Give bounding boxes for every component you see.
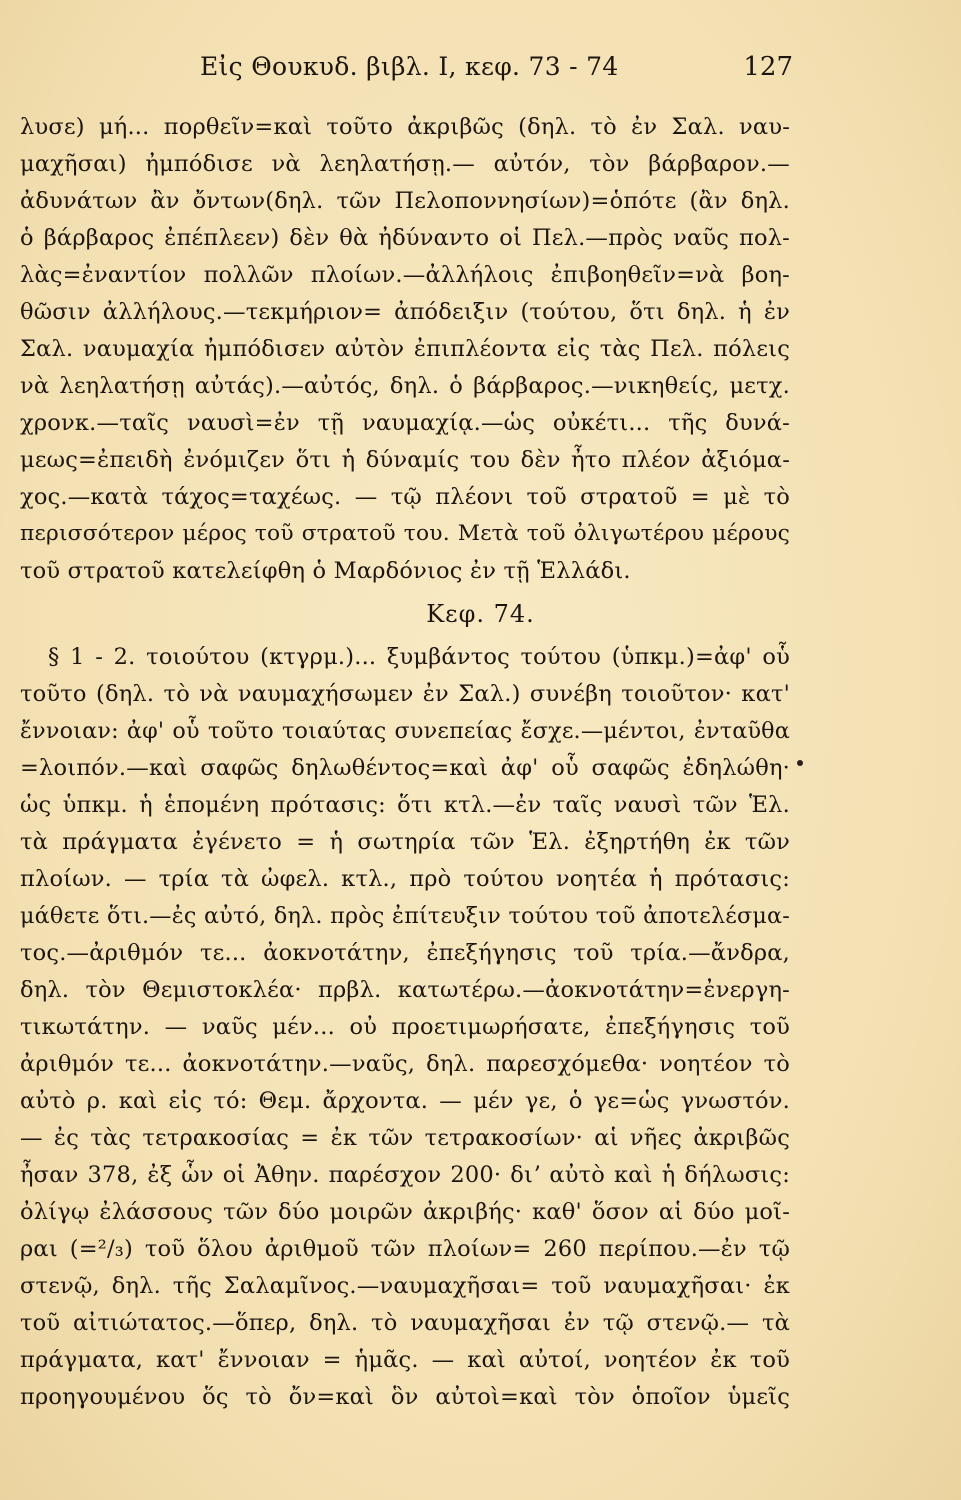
text-line: ραι (=²/₃) τοῦ ὅλου ἀριθμοῦ τῶν πλοίων= 260 περίπου.—ἐν τῷ — [20, 1236, 790, 1262]
text-line: πράγματα, κατ' ἔννοιαν = ἡμᾶς. — καὶ αὐτοί, νοητέον ἐκ τοῦ — [20, 1347, 790, 1373]
text-line: τὰ πράγματα ἐγένετο = ἡ σωτηρία τῶν Ἑλ. ἐξηρτήθη ἐκ τῶν — [20, 829, 790, 855]
text-line: λὰς=ἐναντίον πολλῶν πλοίων.—ἀλλήλοις ἐπιβοηθεῖν=νὰ βοη- — [20, 262, 790, 288]
text-line: ἀδυνάτων ἂν ὄντων(δηλ. τῶν Πελοποννησίων)=ὁπότε (ἂν δηλ. — [20, 188, 790, 214]
text-line: τος.—ἀριθμόν τε... ἀοκνοτάτην, ἐπεξήγησις τοῦ τρία.—ἄνδρα, — [20, 940, 790, 966]
text-line: § 1 - 2. τοιούτου (κτγρμ.)... ξυμβάντος τούτου (ὑπκμ.)=ἀφ' οὗ — [48, 644, 790, 670]
text-line: πλοίων. — τρία τὰ ὠφελ. κτλ., πρὸ τούτου νοητέα ἡ πρότασις: — [20, 866, 790, 892]
text-line: =λοιπόν.—καὶ σαφῶς δηλωθέντος=καὶ ἀφ' οὗ σαφῶς ἐδηλώθη· — [20, 755, 790, 781]
text-line: μεως=ἐπειδὴ ἐνόμιζεν ὅτι ἡ δύναμίς του δὲν ἦτο πλέον ἀξιόμα- — [20, 447, 790, 473]
text-line: στενῷ, δηλ. τῆς Σαλαμῖνος.—ναυμαχῆσαι= τοῦ ναυμαχῆσαι· ἐκ — [20, 1273, 790, 1299]
text-line: ἀριθμόν τε... ἀοκνοτάτην.—ναῦς, δηλ. παρεσχόμεθα· νοητέον τὸ — [20, 1051, 790, 1077]
text-line: θῶσιν ἀλλήλους.—τεκμήριον= ἀπόδειξιν (τούτου, ὅτι δηλ. ἡ ἐν — [20, 299, 790, 325]
text-line: χρονκ.—ταῖς ναυσὶ=ἐν τῇ ναυμαχίᾳ.—ὡς οὐκέτι... τῆς δυνά- — [20, 410, 790, 436]
text-line: προηγουμένου ὅς τὸ ὄν=καὶ ὃν αὐτοὶ=καὶ τὸν ὁποῖον ὑμεῖς — [20, 1384, 790, 1410]
text-line: ἔννοιαν: ἀφ' οὗ τοῦτο τοιαύτας συνεπείας ἔσχε.—μέντοι, ἐνταῦθα — [20, 718, 790, 744]
text-line: μάθετε ὅτι.—ἐς αὐτό, δηλ. πρὸς ἐπίτευξιν τούτου τοῦ ἀποτελέσμα- — [20, 903, 790, 929]
page-header — [0, 52, 961, 92]
text-line: Σαλ. ναυμαχία ἠμπόδισεν αὐτὸν ἐπιπλέοντα εἰς τὰς Πελ. πόλεις — [20, 336, 790, 362]
margin-mark — [797, 760, 803, 766]
text-line: περισσότερον μέρος τοῦ στρατοῦ του. Μετὰ τοῦ ὀλιγωτέρου μέρους — [20, 521, 790, 546]
text-line: μαχῆσαι) ἠμπόδισε νὰ λεηλατήσῃ.— αὐτόν, τὸν βάρβαρον.— — [20, 151, 790, 177]
text-line: νὰ λεηλατήσῃ αὐτάς).—αὐτός, δηλ. ὁ βάρβαρος.—νικηθείς, μετχ. — [20, 373, 790, 399]
text-line: τοῦτο (δηλ. τὸ νὰ ναυμαχήσωμεν ἐν Σαλ.) συνέβη τοιοῦτον· κατ' — [20, 681, 790, 707]
text-line: τοῦ αἰτιώτατος.—ὅπερ, δηλ. τὸ ναυμαχῆσαι ἐν τῷ στενῷ.— τὰ — [20, 1310, 790, 1336]
text-line: τικωτάτην. — ναῦς μέν... οὐ προετιμωρήσατε, ἐπεξήγησις τοῦ — [20, 1014, 790, 1040]
text-line: αὐτὸ ρ. καὶ εἰς τό: Θεμ. ἄρχοντα. — μέν γε, ὁ γε=ὡς γνωστόν. — [20, 1088, 790, 1114]
text-line: — ἐς τὰς τετρακοσίας = ἐκ τῶν τετρακοσίων· αἱ νῆες ἀκριβῶς — [20, 1125, 790, 1151]
running-title: Εἰς Θουκυδ. βιβλ. Ι, κεφ. 73 - 74 — [200, 52, 619, 81]
text-line: ἦσαν 378, ἐξ ὧν οἱ Ἀθην. παρέσχον 200· διʼ αὐτὸ καὶ ἡ δήλωσις: — [20, 1162, 790, 1188]
text-line: λυσε) μή... πορθεῖν=καὶ τοῦτο ἀκριβῶς (δηλ. τὸ ἐν Σαλ. ναυ- — [20, 114, 790, 140]
text-line: ὡς ὑπκμ. ἡ ἑπομένη πρότασις: ὅτι κτλ.—ἐν ταῖς ναυσὶ τῶν Ἑλ. — [20, 792, 790, 818]
text-line: τοῦ στρατοῦ κατελείφθη ὁ Μαρδόνιος ἐν τῇ Ἑλλάδι. — [20, 558, 631, 584]
text-line: χος.—κατὰ τάχος=ταχέως. — τῷ πλέονι τοῦ στρατοῦ = μὲ τὸ — [20, 484, 790, 510]
page-number: 127 — [743, 52, 793, 82]
chapter-heading: Κεφ. 74. — [426, 600, 535, 628]
text-line: ὁ βάρβαρος ἐπέπλεεν) δὲν θὰ ἠδύναντο οἱ Πελ.—πρὸς ναῦς πολ- — [20, 225, 790, 251]
text-line: δηλ. τὸν Θεμιστοκλέα· πρβλ. κατωτέρω.—ἀοκνοτάτην=ἐνεργη- — [20, 977, 790, 1003]
text-line: ὀλίγῳ ἐλάσσους τῶν δύο μοιρῶν ἀκριβής· καθ' ὅσον αἱ δύο μοῖ- — [20, 1199, 790, 1225]
